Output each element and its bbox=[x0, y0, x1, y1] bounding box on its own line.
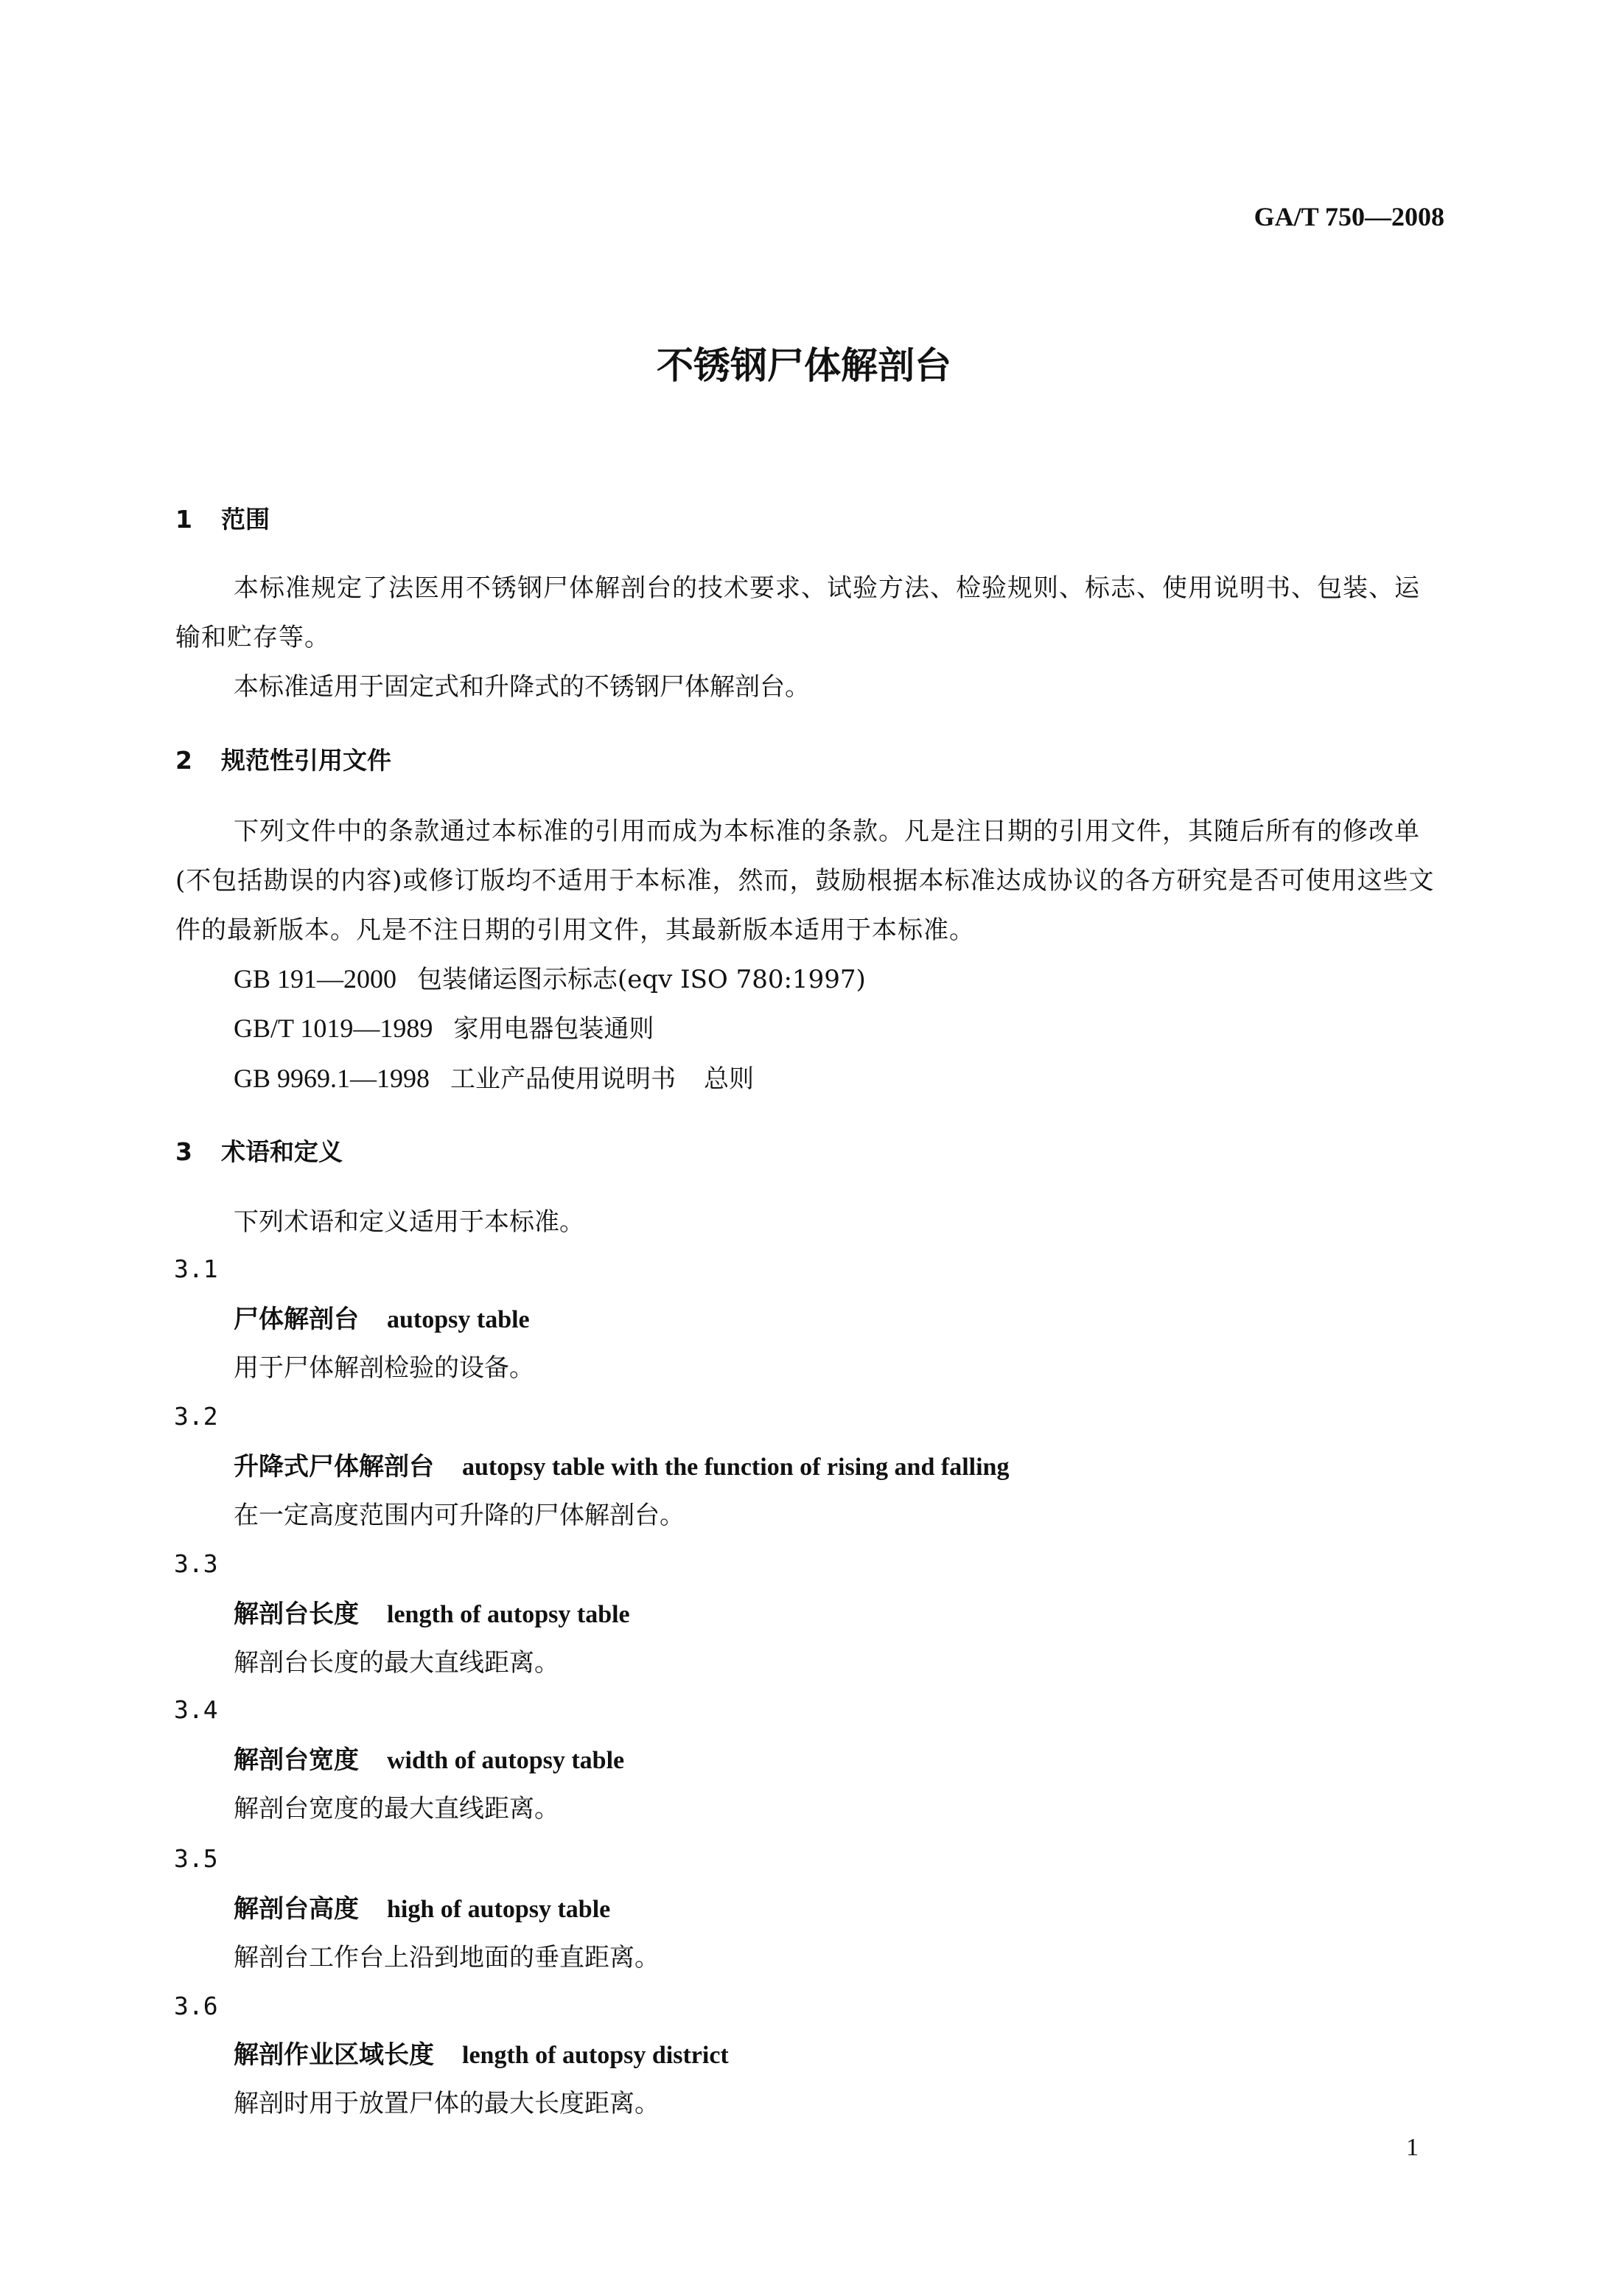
term-en: width of autopsy table bbox=[387, 1747, 625, 1774]
term-entry bbox=[234, 1598, 630, 1631]
term-definition: 解剖时用于放置尸体的最大长度距离。 bbox=[234, 2089, 660, 2118]
term-zh: 解剖台高度 bbox=[234, 1894, 359, 1924]
section-1-heading bbox=[175, 503, 270, 536]
section-number: 1 bbox=[175, 505, 192, 534]
clause-number: 3.4 bbox=[174, 1695, 218, 1724]
term-en: length of autopsy table bbox=[387, 1601, 630, 1628]
reference-code: GB 191—2000 bbox=[234, 964, 397, 994]
standard-number: GA/T 750—2008 bbox=[1254, 202, 1444, 231]
term-definition: 在一定高度范围内可升降的尸体解剖台。 bbox=[234, 1501, 685, 1530]
section-3-intro: 下列术语和定义适用于本标准。 bbox=[234, 1207, 584, 1237]
term-zh: 解剖台宽度 bbox=[234, 1745, 359, 1775]
clause-number: 3.3 bbox=[174, 1549, 218, 1578]
clause-number: 3.2 bbox=[174, 1402, 218, 1431]
reference-title: 工业产品使用说明书 bbox=[450, 1064, 677, 1094]
section-title: 范围 bbox=[221, 505, 270, 534]
section-number: 2 bbox=[175, 746, 192, 775]
section-title: 规范性引用文件 bbox=[221, 746, 391, 775]
section-title: 术语和定义 bbox=[221, 1137, 343, 1166]
reference-item bbox=[234, 1012, 654, 1045]
term-entry bbox=[234, 1893, 610, 1926]
term-entry bbox=[234, 1451, 1009, 1484]
term-definition: 解剖台宽度的最大直线距离。 bbox=[234, 1794, 559, 1824]
reference-code: GB/T 1019—1989 bbox=[234, 1013, 433, 1043]
term-en: length of autopsy district bbox=[462, 2042, 729, 2069]
term-en: autopsy table with the function of rising and falling bbox=[462, 1454, 1010, 1481]
reference-suffix: 总则 bbox=[704, 1064, 755, 1094]
term-zh: 尸体解剖台 bbox=[234, 1305, 359, 1334]
section-3-heading bbox=[175, 1136, 343, 1168]
reference-item bbox=[234, 963, 866, 996]
term-entry bbox=[234, 1744, 624, 1777]
term-definition: 解剖台长度的最大直线距离。 bbox=[234, 1648, 559, 1678]
term-zh: 解剖台长度 bbox=[234, 1599, 359, 1629]
section-1-paragraph-1: 本标准规定了法医用不锈钢尸体解剖台的技术要求、试验方法、检验规则、标志、使用说明书、包装、运输和贮存等。 bbox=[175, 573, 1420, 652]
section-number: 3 bbox=[175, 1137, 192, 1166]
document-title: 不锈钢尸体解剖台 bbox=[657, 344, 951, 387]
page-number: 1 bbox=[1406, 2134, 1419, 2161]
section-2-heading bbox=[175, 744, 391, 777]
term-definition: 解剖台工作台上沿到地面的垂直距离。 bbox=[234, 1943, 660, 1972]
term-en: autopsy table bbox=[387, 1306, 530, 1333]
term-zh: 解剖作业区域长度 bbox=[234, 2040, 434, 2070]
term-entry bbox=[234, 1303, 530, 1336]
section-2-paragraph-1: 下列文件中的条款通过本标准的引用而成为本标准的条款。凡是注日期的引用文件，其随后所有的修改单(不包括勘误的内容)或修订版均不适用于本标准，然而，鼓励根据本标准达成协议的各方研究是否可使用这些文件的最新版本。凡是不注日期的引用文件，其最新版本适用于本标准。 bbox=[175, 817, 1435, 945]
reference-code: GB 9969.1—1998 bbox=[234, 1064, 430, 1093]
term-definition: 用于尸体解剖检验的设备。 bbox=[234, 1353, 534, 1383]
section-1-paragraph-2: 本标准适用于固定式和升降式的不锈钢尸体解剖台。 bbox=[234, 672, 810, 702]
term-en: high of autopsy table bbox=[387, 1896, 611, 1923]
reference-title: 家用电器包装通则 bbox=[453, 1014, 654, 1044]
term-entry bbox=[234, 2039, 729, 2072]
clause-number: 3.1 bbox=[174, 1255, 218, 1283]
reference-item bbox=[234, 1062, 754, 1095]
reference-title: 包装储运图示标志(eqv ISO 780:1997) bbox=[417, 965, 866, 994]
term-zh: 升降式尸体解剖台 bbox=[234, 1452, 434, 1482]
clause-number: 3.5 bbox=[174, 1844, 218, 1873]
clause-number: 3.6 bbox=[174, 1992, 218, 2020]
